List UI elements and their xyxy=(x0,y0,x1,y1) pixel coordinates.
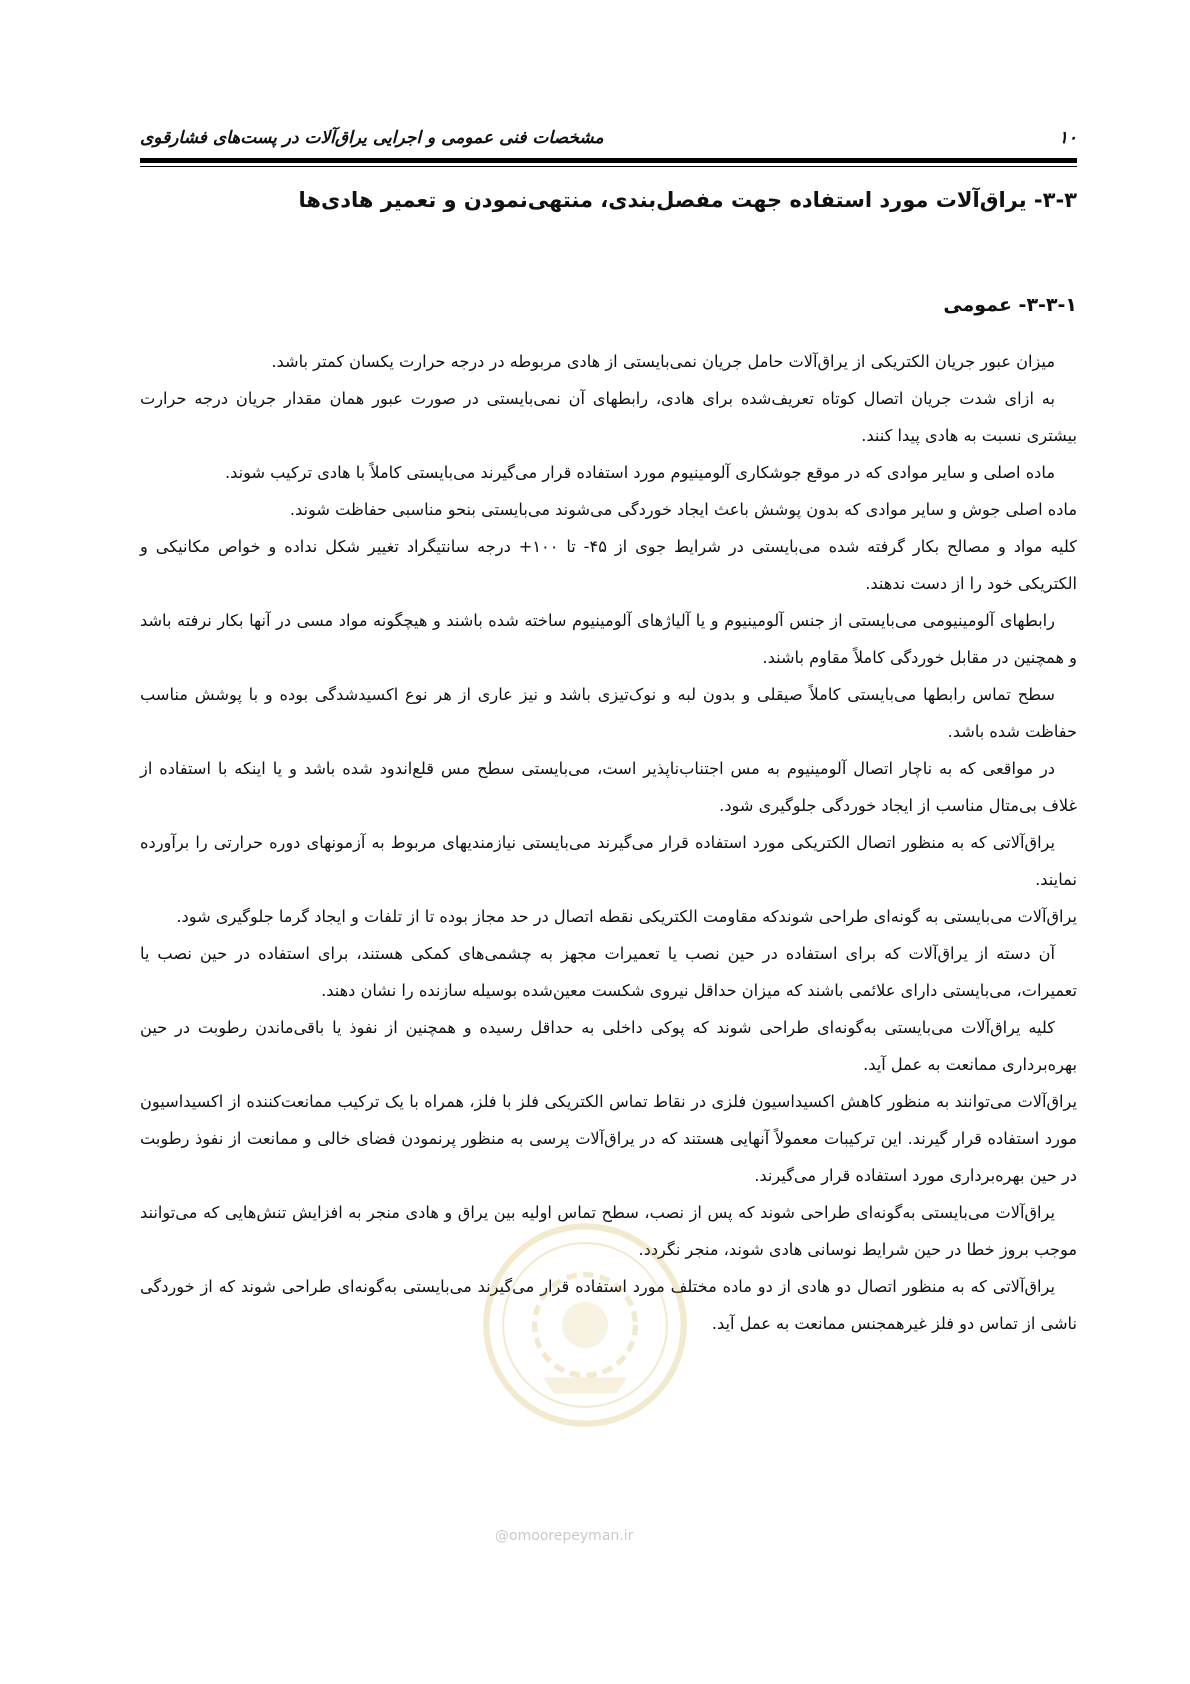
paragraph: ماده اصلی جوش و سایر موادی که بدون پوشش باعث ایجاد خوردگی می‌شوند می‌بایستی بنحو مناسبی حفاظت شوند. xyxy=(289,500,1077,519)
paragraph: آن دسته از یراق‌آلات که برای استفاده در حین نصب یا تعمیرات مجهز به چشمی‌های کمکی هستند، برای استفاده در حین نصب یا تعمیرات، می‌بایستی دارای علائمی باشند که میزان حداقل نیروی شکست معین‌شده بوسیله سازنده را نشان دهند. xyxy=(140,944,1077,1000)
paragraph: میزان عبور جریان الکتریکی از یراق‌آلات حامل جریان نمی‌بایستی از هادی مربوطه در درجه حرارت یکسان کمتر باشد. xyxy=(271,352,1055,371)
paragraph: یراق‌آلاتی که به منظور اتصال دو هادی از دو ماده مختلف مورد استفاده قرار می‌گیرند می‌بایستی به‌گونه‌ای طراحی شوند که از خوردگی ناشی از تماس دو فلز غیرهمجنس ممانعت به عمل آید. xyxy=(140,1277,1077,1333)
paragraph: ماده اصلی و سایر موادی که در موقع جوشکاری آلومینیوم مورد استفاده قرار می‌گیرند می‌بایستی کاملاً با هادی ترکیب شوند. xyxy=(224,463,1055,482)
paragraph: یراق‌آلاتی که به منظور اتصال الکتریکی مورد استفاده قرار می‌گیرند می‌بایستی نیازمندیهای مربوط به آزمونهای دوره حرارتی را برآورده نمایند. xyxy=(140,833,1077,889)
paragraph: به ازای شدت جریان اتصال کوتاه تعریف‌شده برای هادی، رابطهای آن نمی‌بایستی در صورت عبور همان مقدار جریان درجه حرارت بیشتری نسبت به هادی پیدا کنند. xyxy=(140,389,1077,445)
paragraph: یراق‌آلات می‌توانند به منظور کاهش اکسیداسیون فلزی در نقاط تماس الکتریکی فلز با فلز، همراه با یک ترکیب ممانعت‌کننده از اکسیداسیون مورد استفاده قرار گیرند. این ترکیبات معمولاً آنهایی هستند که در یراق‌آلات پرسی به منظور پرنمودن فضای خالی و ممانعت از نفوذ رطوبت در حین بهره‌برداری مورد استفاده قرار می‌گیرند. xyxy=(140,1092,1077,1185)
paragraph: کلیه مواد و مصالح بکار گرفته شده می‌بایستی در شرایط جوی از ۴۵- تا ۱۰۰+ درجه سانتیگراد تغییر شکل نداده و خواص مکانیکی و الکتریکی خود را از دست ندهند. xyxy=(140,537,1078,593)
running-header xyxy=(140,128,1077,150)
paragraph: یراق‌آلات می‌بایستی به گونه‌ای طراحی شوندکه مقاومت الکتریکی نقطه اتصال در حد مجاز بوده تا از تلفات و ایجاد گرما جلوگیری شود. xyxy=(176,907,1077,926)
page-number: ۱۰ xyxy=(1058,128,1077,148)
paragraph: یراق‌آلات می‌بایستی به‌گونه‌ای طراحی شوند که پس از نصب، سطح تماس اولیه بین یراق و هادی منجر به افزایش تنش‌هایی که می‌توانند موجب بروز خطا در حین شرایط نوسانی هادی شوند، منجر نگردد. xyxy=(140,1203,1077,1259)
header-rule-thin xyxy=(140,166,1077,167)
paragraph: سطح تماس رابطها می‌بایستی کاملاً صیقلی و بدون لبه و نوک‌تیزی باشد و نیز عاری از هر نوع اکسیدشدگی بوده و با پوشش مناسب حفاظت شده باشد. xyxy=(140,685,1077,741)
header-rule-thick xyxy=(140,158,1077,163)
header-title: مشخصات فنی عمومی و اجرایی یراق‌آلات در پست‌های فشارقوی xyxy=(140,128,604,148)
section-title: ۳-۳- یراق‌آلات مورد استفاده جهت مفصل‌بندی، منتهی‌نمودن و تعمیر هادی‌ها xyxy=(298,188,1077,212)
body-text xyxy=(140,343,1077,1342)
paragraph: در مواقعی که به ناچار اتصال آلومینیوم به مس اجتناب‌ناپذیر است، می‌بایستی سطح مس قلع‌اندود شده باشد و یا اینکه با استفاده از غلاف بی‌متال مناسب از ایجاد خوردگی جلوگیری شود. xyxy=(140,759,1077,815)
paragraph: رابطهای آلومینیومی می‌بایستی از جنس آلومینیوم و یا آلیاژهای آلومینیوم ساخته شده باشند و هیچگونه مواد مسی در آنها بکار نرفته باشد و همچنین در مقابل خوردگی کاملاً مقاوم باشند. xyxy=(140,611,1077,667)
paragraph: کلیه یراق‌آلات می‌بایستی به‌گونه‌ای طراحی شوند که پوکی داخلی به حداقل رسیده و همچنین از نفوذ یا باقی‌ماندن رطوبت در حین بهره‌برداری ممانعت به عمل آید. xyxy=(140,1018,1077,1074)
watermark-url: @omoorepeyman.ir xyxy=(495,1528,634,1544)
subsection-title: ۳-۳-۱- عمومی xyxy=(943,294,1077,316)
